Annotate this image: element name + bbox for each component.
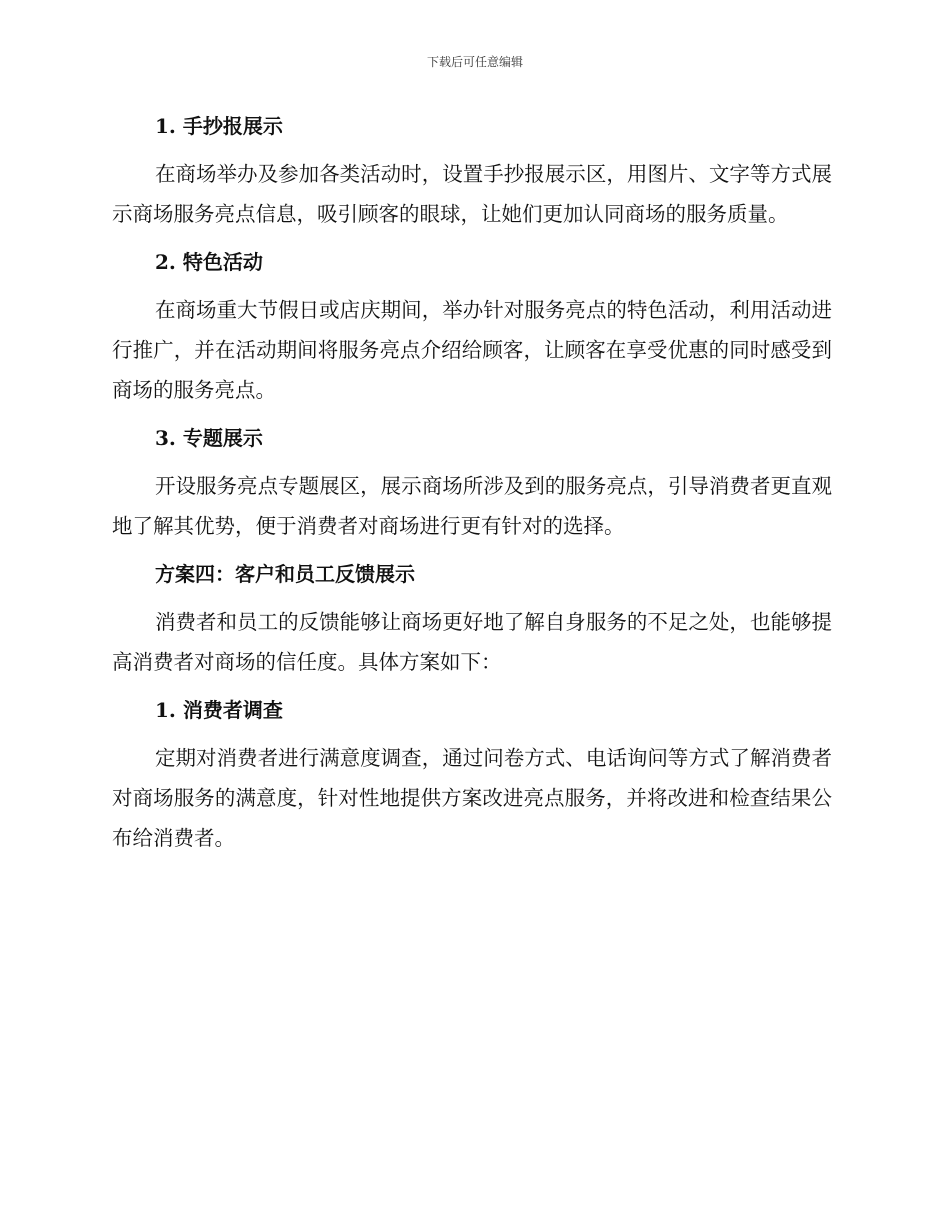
heading-topic-display: 3. 专题展示 [155, 426, 263, 450]
heading-consumer-survey: 1. 消费者调查 [155, 698, 283, 722]
paragraph-handwritten-newspaper: 在商场举办及参加各类活动时，设置手抄报展示区，用图片、文字等方式展示商场服务亮点信息，吸引顾客的眼球，让她们更加认同商场的服务质量。 [112, 162, 832, 226]
document-body [112, 106, 832, 866]
heading-special-events: 2. 特色活动 [155, 250, 263, 274]
paragraph-plan-four: 消费者和员工的反馈能够让商场更好地了解自身服务的不足之处，也能够提高消费者对商场的信任度。具体方案如下： [112, 610, 832, 674]
paragraph-special-events: 在商场重大节假日或店庆期间，举办针对服务亮点的特色活动，利用活动进行推广，并在活动期间将服务亮点介绍给顾客，让顾客在享受优惠的同时感受到商场的服务亮点。 [112, 298, 832, 402]
paragraph-topic-display: 开设服务亮点专题展区，展示商场所涉及到的服务亮点，引导消费者更直观地了解其优势，便于消费者对商场进行更有针对的选择。 [112, 474, 832, 538]
page-header: 下载后可任意编辑 [426, 55, 523, 69]
paragraph-consumer-survey: 定期对消费者进行满意度调查，通过问卷方式、电话询问等方式了解消费者对商场服务的满意度，针对性地提供方案改进亮点服务，并将改进和检查结果公布给消费者。 [112, 746, 832, 850]
heading-plan-four: 方案四：客户和员工反馈展示 [155, 562, 415, 586]
heading-handwritten-newspaper: 1. 手抄报展示 [155, 114, 283, 138]
